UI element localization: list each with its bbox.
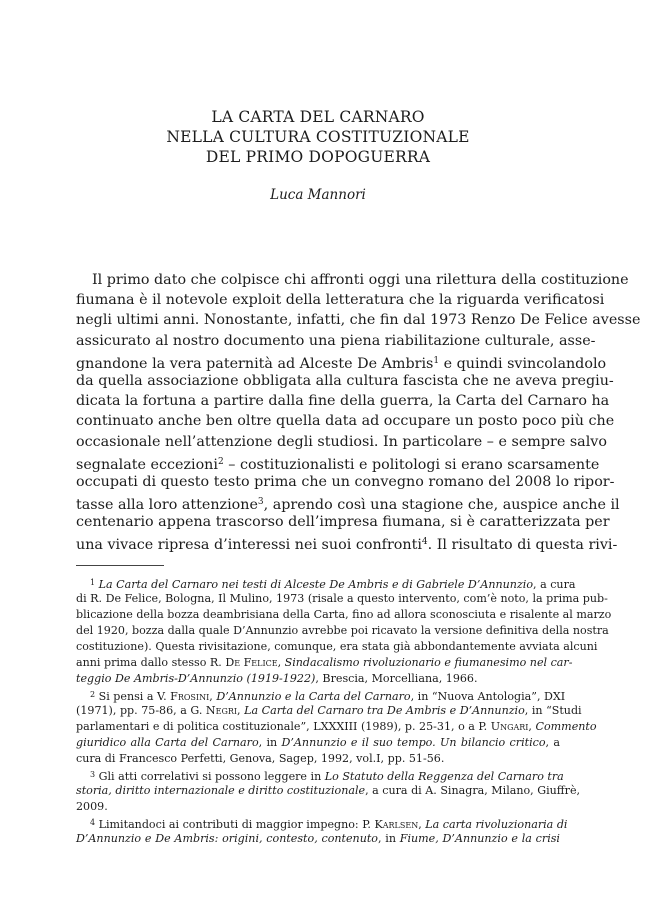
- body-text-run: e quindi svincolandolo: [439, 355, 607, 372]
- article-title: [76, 107, 560, 167]
- note-italic: Commento: [535, 720, 597, 733]
- footnote-ref[interactable]: 1: [433, 355, 440, 366]
- footnote-line: 2009.: [76, 800, 108, 813]
- footnote-line: [76, 831, 560, 847]
- note-text: ,: [237, 704, 245, 717]
- footnote-line: [76, 703, 582, 719]
- footnote-number: 2: [90, 690, 96, 699]
- note-italic: D’Annunzio e il suo tempo. Un bilancio critico: [281, 736, 546, 749]
- note-text: ,: [277, 656, 285, 669]
- note-text: ,: [418, 818, 426, 831]
- note-italic: La Carta del Carnaro tra De Ambris e D’Annunzio: [244, 704, 525, 717]
- note-text: Si pensi a V.: [98, 690, 171, 703]
- body-line: [76, 351, 607, 372]
- footnote-line: cura di Francesco Perfetti, Genova, Sagep, 1992, vol.I, pp. 51-56.: [76, 752, 445, 765]
- note-author: De Felice: [225, 656, 278, 669]
- body-line: negli ultimi anni. Nonostante, infatti, che fin dal 1973 Renzo De Felice avesse: [76, 312, 641, 329]
- note-text: anni prima dallo stesso R.: [76, 656, 226, 669]
- note-italic: Fiume, D’Annunzio e la crisi: [399, 832, 560, 845]
- note-italic: La carta rivoluzionaria di: [425, 818, 568, 831]
- footnote-line: [76, 687, 566, 703]
- body-paragraph: [76, 270, 641, 554]
- title-line: DEL PRIMO DOPOGUERRA: [205, 148, 431, 166]
- note-author: Negri: [205, 704, 238, 717]
- footnote-line: [76, 719, 597, 735]
- note-text: , in: [377, 832, 400, 845]
- note-text: , in “Nuova Antologia”, DXI: [410, 690, 566, 703]
- note-text: , in: [258, 736, 282, 749]
- footnote-line: del 1920, bozza dalla quale D’Annunzio avrebbe poi ricavato la versione definitiva della nostra: [76, 624, 609, 637]
- footnote-line: [76, 655, 573, 671]
- body-text-run: segnalate eccezioni: [76, 456, 218, 473]
- footnote-ref[interactable]: 2: [217, 456, 224, 467]
- document-page: [76, 0, 641, 917]
- footnote-line: [76, 575, 576, 591]
- body-line: [76, 492, 620, 514]
- note-italic: D’Annunzio e la Carta del Carnaro: [216, 690, 411, 703]
- note-text: , a cura: [533, 578, 576, 591]
- body-text-run: gnandone la vera paternità ad Alceste De Ambris: [76, 355, 434, 372]
- body-text-run: tasse alla loro attenzione: [76, 497, 258, 514]
- footnote-line: [76, 735, 560, 751]
- body-line: occupati di questo testo prima che un convegno romano del 2008 lo ripor-: [76, 473, 615, 490]
- body-line: Il primo dato che colpisce chi affronti oggi una rilettura della costituzione: [92, 272, 629, 288]
- note-italic: giuridico alla Carta del Carnaro: [76, 736, 259, 749]
- body-line: centenario appena trascorso dell’impresa fiumana, si è caratterizzata per: [76, 514, 610, 531]
- note-italic: storia, diritto internazionale e diritto costituzionale: [76, 784, 366, 797]
- body-text-run: , aprendo così una stagione che, auspice anche il: [263, 497, 620, 514]
- body-line: da quella associazione obbligata alla cultura fascista che ne aveva pregiu-: [76, 372, 614, 389]
- body-line: [76, 452, 600, 473]
- note-italic: Lo Statuto della Reggenza del Carnaro tra: [324, 770, 564, 783]
- title-line: LA CARTA DEL CARNARO: [211, 108, 425, 126]
- footnotes: [76, 575, 612, 847]
- footnote-line: di R. De Felice, Bologna, Il Mulino, 1973 (risale a questo intervento, com’è noto, la prima pub-: [76, 592, 608, 605]
- footnote-line: [76, 671, 560, 687]
- note-text: (1971), pp. 75-86, a G.: [76, 704, 206, 717]
- note-italic: D’Annunzio e De Ambris: origini, contesto, contenuto: [76, 832, 378, 845]
- note-text: , Brescia, Morcelliana, 1966.: [315, 672, 478, 685]
- footnote-line: [76, 767, 564, 783]
- footnote-number: 3: [90, 770, 96, 779]
- body-line: assicurato al nostro documento una piena riabilitazione culturale, asse-: [76, 332, 596, 349]
- footnote-number: 1: [90, 578, 96, 587]
- note-italic: La Carta del Carnaro nei testi di Alceste De Ambris e di Gabriele D’Annunzio: [98, 578, 534, 591]
- note-text: ,: [209, 690, 217, 703]
- note-author: Frosini: [170, 690, 210, 703]
- footnote-line: [76, 815, 568, 831]
- body-line: [76, 532, 618, 554]
- note-italic: Sindacalismo rivoluzionario e fiumanesimo nel car-: [284, 656, 573, 669]
- footnote-number: 4: [90, 818, 96, 827]
- note-text: Gli atti correlativi si possono leggere in: [98, 770, 325, 783]
- footnote-separator: [76, 565, 164, 566]
- note-text: , in “Studi: [524, 704, 582, 717]
- footnote-line: costituzione). Questa rivisitazione, comunque, era stata già abbondantemente avviata alcuni: [76, 640, 598, 653]
- body-text-run: – costituzionalisti e politologi si erano scarsamente: [223, 456, 600, 473]
- footnote-line: blicazione della bozza deambrisiana della Carta, fino ad allora sconosciuta e risalente al marzo: [76, 608, 612, 621]
- author-name: Luca Mannori: [270, 187, 366, 203]
- footnote-line: [76, 783, 581, 799]
- note-author: Ungari: [490, 720, 529, 733]
- body-line: dicata la fortuna a partire dalla fine della guerra, la Carta del Carnaro ha: [76, 393, 610, 410]
- note-text: , a cura di A. Sinagra, Milano, Giuffrè,: [365, 784, 581, 797]
- body-text-run: una vivace ripresa d’interessi nei suoi confronti: [76, 537, 422, 554]
- note-text: , a: [545, 736, 560, 749]
- footnote-ref[interactable]: 4: [421, 537, 428, 548]
- title-line: NELLA CULTURA COSTITUZIONALE: [166, 128, 470, 146]
- body-line: continuato anche ben oltre quella data ad occupare un posto poco più che: [76, 413, 615, 430]
- note-text: ,: [528, 720, 536, 733]
- note-text: Limitandoci ai contributi di maggior impegno: P.: [98, 818, 375, 831]
- note-text: parlamentari e di politica costituzionale”, LXXXIII (1989), p. 25-31, o a P.: [76, 720, 491, 733]
- footnote-ref[interactable]: 3: [257, 497, 264, 508]
- body-line: occasionale nell’attenzione degli studiosi. In particolare – e sempre salvo: [76, 433, 607, 450]
- body-line: fiumana è il notevole exploit della letteratura che la riguarda verificatosi: [76, 292, 605, 309]
- note-author: Karlsen: [374, 818, 419, 831]
- note-italic: teggio De Ambris-D’Annunzio (1919-1922): [76, 672, 316, 685]
- body-text-run: . Il risultato di questa rivi-: [427, 537, 618, 554]
